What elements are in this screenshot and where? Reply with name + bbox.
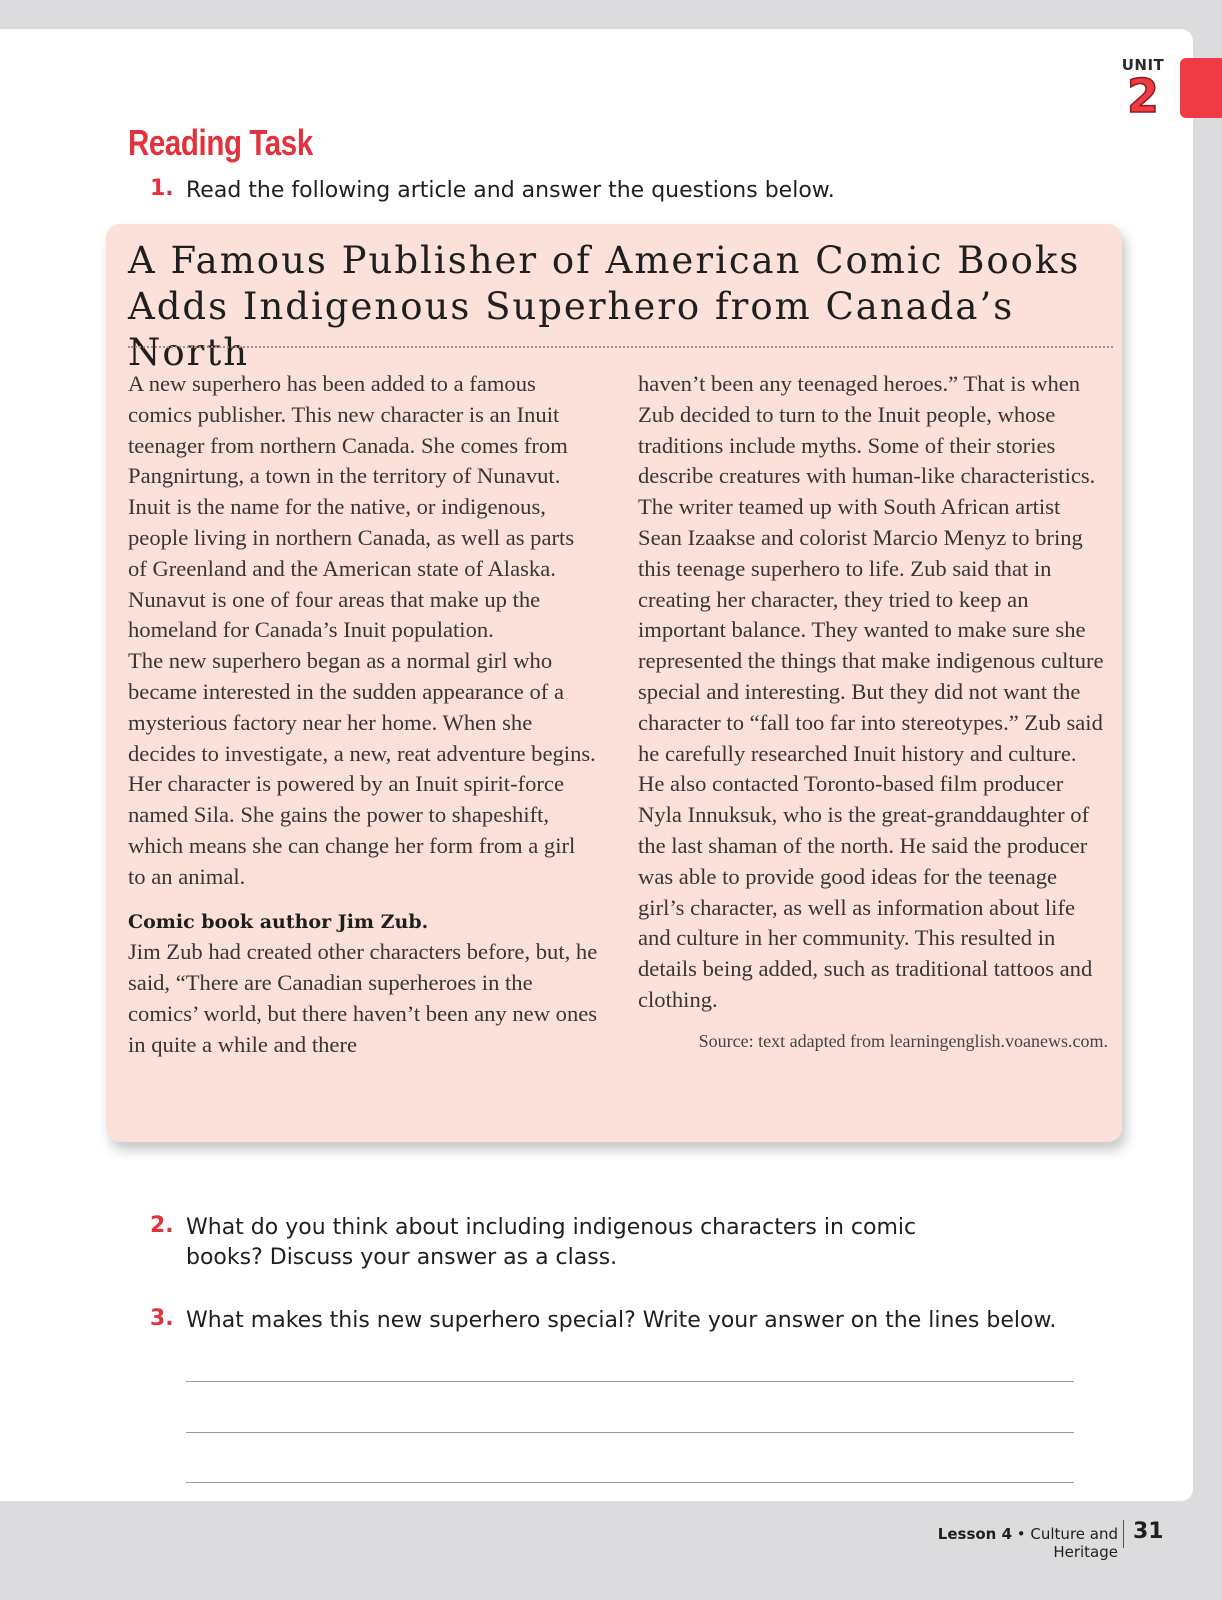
page-number: 31 xyxy=(1133,1519,1164,1544)
footer-lesson-number: Lesson 4 xyxy=(937,1525,1013,1543)
question-text: Read the following article and answer the questions below. xyxy=(186,178,835,203)
footer-lesson xyxy=(870,1525,1118,1561)
article-column-left xyxy=(128,369,598,1061)
question-number: 1. xyxy=(150,176,174,201)
article-source: Source: text adapted from learningenglish.voanews.com. xyxy=(698,1030,1108,1051)
article-subheading: Comic book author Jim Zub. xyxy=(128,910,429,933)
article-paragraph: haven’t been any teenaged heroes.” That is when Zub decided to turn to the Inuit people, whose traditions include myths. Some of their stories describe creatures with human-like characteristics. xyxy=(638,371,1096,489)
article-paragraph: The writer teamed up with South African artist Sean Izaakse and colorist Marcio Menyz to bring this teenage superhero to life. Zub said that in creating her character, they tried to keep an important balance. They wanted to make sure she represented the things that make indigenous culture special and interesting. But they did not want the character to “fall too far into stereotypes.” Zub said he carefully researched Inuit history and culture. He also contacted Toronto-based film producer Nyla Innuksuk, who is the great-granddaughter of the last shaman of the north. He said the producer was able to provide good ideas for the teenage girl’s character, as well as information about life and culture in her community. This resulted in details being added, such as traditional tattoos and clothing. xyxy=(638,494,1104,1012)
footer-bullet: • xyxy=(1012,1525,1031,1543)
headline-line-1: A Famous Publisher of American Comic Books xyxy=(128,239,1081,282)
question-text: What makes this new superhero special? Write your answer on the lines below. xyxy=(186,1308,1057,1333)
article-paragraph: The new superhero began as a normal girl who became interested in the sudden appearance of a mysterious factory near her home. When she decides to investigate, a new, reat adventure begins. Her character is powered by an Inuit spirit-force named Sila. She gains the power to shapeshift, which means she can change her form from a girl to an animal. xyxy=(128,648,596,889)
unit-label: UNIT xyxy=(1121,56,1165,74)
question-text: What do you think about including indigenous characters in comic books? Discuss your answer as a class. xyxy=(186,1215,917,1270)
article-box xyxy=(106,224,1122,1142)
footer-topic: Culture and Heritage xyxy=(1030,1525,1118,1561)
headline-divider xyxy=(128,346,1113,348)
article-headline xyxy=(128,238,1108,376)
section-title: Reading Task xyxy=(128,122,313,163)
question-number: 3. xyxy=(150,1306,174,1331)
article-paragraph: A new superhero has been added to a famous comics publisher. This new character is an Inuit teenager from northern Canada. She comes from Pangnirtung, a town in the territory of Nunavut. Inuit is the name for the native, or indigenous, people living in northern Canada, as well as parts of Greenland and the American state of Alaska. Nunavut is one of four areas that make up the homeland for Canada’s Inuit population. xyxy=(128,371,575,643)
headline-line-2: Adds Indigenous Superhero from Canada’s North xyxy=(128,285,1015,374)
answer-line-2[interactable] xyxy=(186,1432,1074,1433)
unit-number: 2 xyxy=(1126,69,1159,123)
answer-line-1[interactable] xyxy=(186,1381,1074,1382)
article-column-right xyxy=(638,369,1108,1057)
footer-divider xyxy=(1123,1520,1124,1548)
article-paragraph: Jim Zub had created other characters before, but, he said, “There are Canadian superheroes in the comics’ world, but there haven’t been any new ones in quite a while and there xyxy=(128,939,598,1057)
question-number: 2. xyxy=(150,1213,174,1238)
answer-line-3[interactable] xyxy=(186,1482,1074,1483)
unit-tab-marker xyxy=(1180,58,1222,118)
